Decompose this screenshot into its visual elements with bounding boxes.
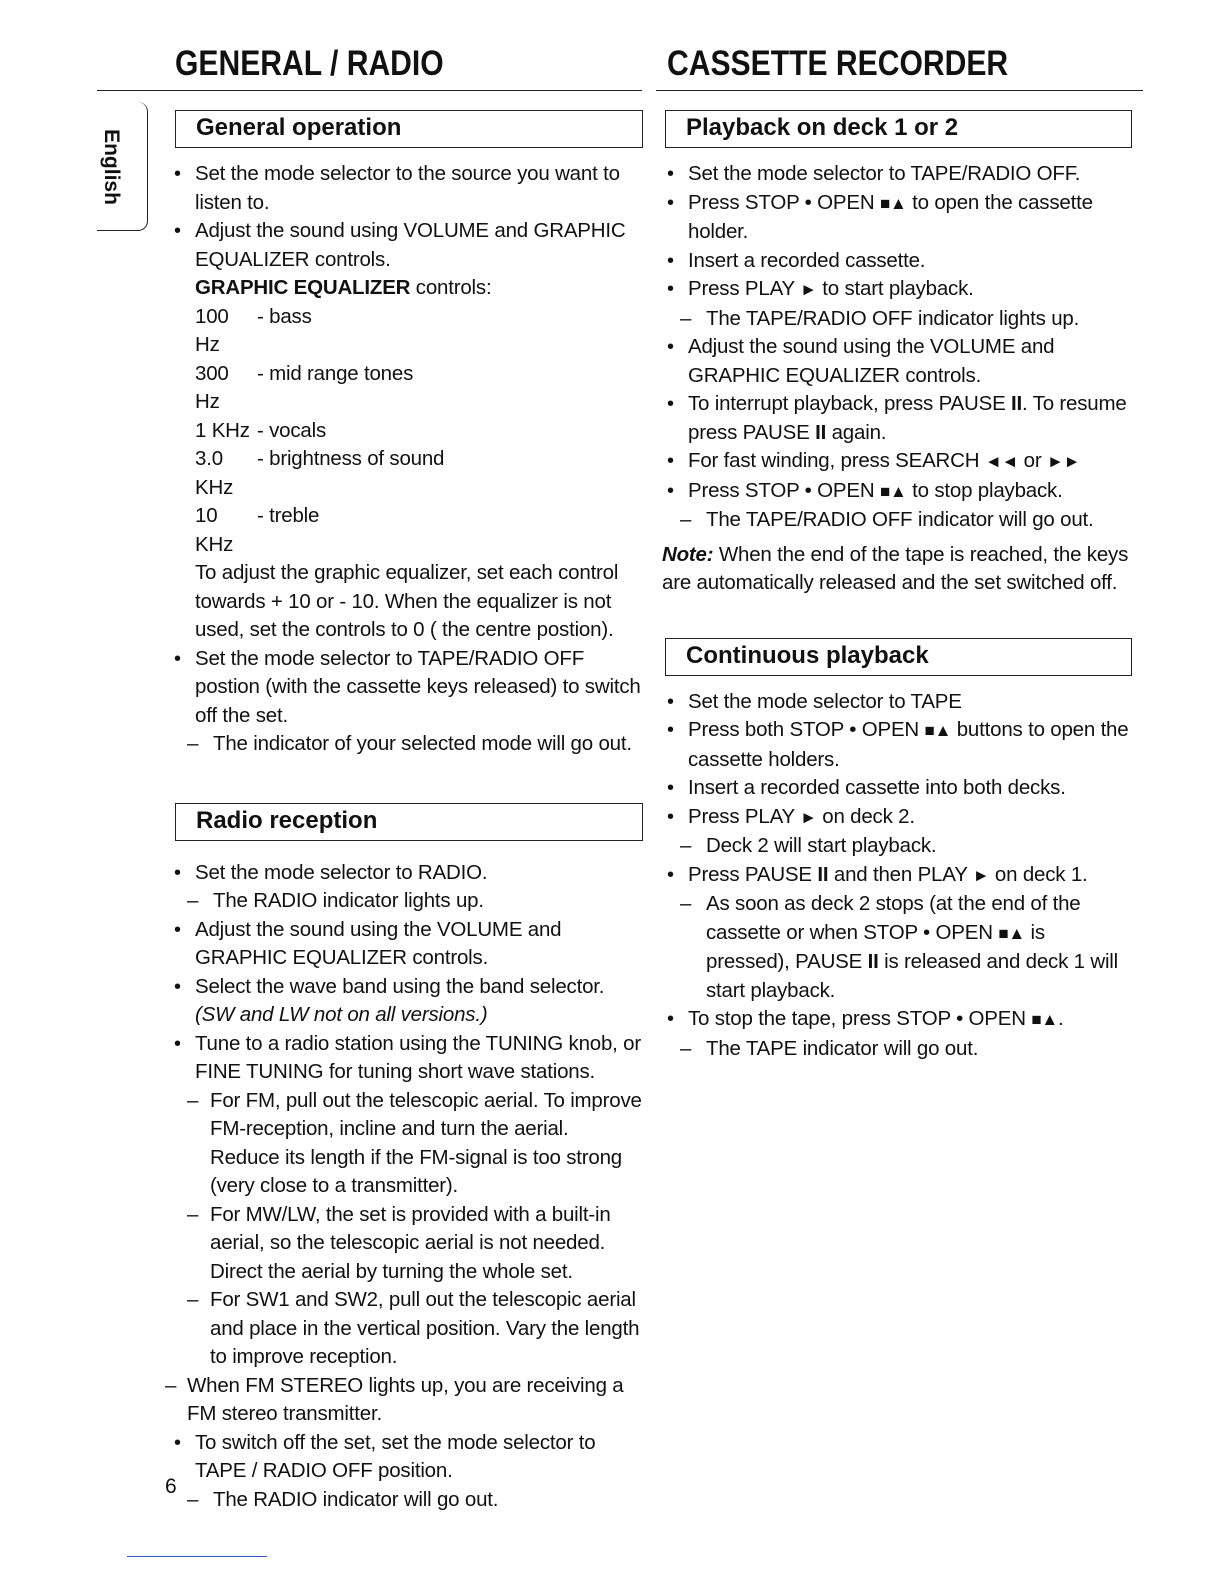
pause-icon: II xyxy=(817,862,829,886)
section-title-general-radio: GENERAL / RADIO xyxy=(175,44,444,83)
list-item: • Press STOP • OPEN ■▲ to open the cassette holder. xyxy=(658,189,1132,247)
list-subitem: – For SW1 and SW2, pull out the telescopic aerial and place in the vertical position. Vary the length to improve reception. xyxy=(165,1286,643,1372)
stop-open-icon: ■▲ xyxy=(879,481,907,501)
list-item: • Set the mode selector to TAPE xyxy=(658,688,1132,717)
playback-list xyxy=(658,160,1132,535)
page-number: 6 xyxy=(165,1475,177,1498)
list-item: • To switch off the set, set the mode selector to TAPE / RADIO OFF position. xyxy=(165,1429,643,1486)
eq-row: 3.0 KHz - brightness of sound xyxy=(195,447,445,499)
list-item: • Set the mode selector to RADIO. xyxy=(165,859,643,888)
list-item: • Select the wave band using the band selector. (SW and LW not on all versions.) xyxy=(165,973,643,1030)
list-subitem: – Deck 2 will start playback. xyxy=(658,832,1132,861)
list-item: • Adjust the sound using the VOLUME and GRAPHIC EQUALIZER controls. xyxy=(658,333,1132,390)
play-icon: ► xyxy=(800,280,817,299)
list-item: • For fast winding, press SEARCH ◄◄ or ►► xyxy=(658,447,1132,477)
left-column xyxy=(165,110,643,1514)
rewind-icon: ◄◄ xyxy=(984,452,1019,471)
right-column xyxy=(658,110,1132,1063)
stop-open-icon: ■▲ xyxy=(879,193,907,213)
list-subitem: – For MW/LW, the set is provided with a built-in aerial, so the telescopic aerial is not needed. Direct the aerial by turning the whole set. xyxy=(165,1201,643,1287)
playback-note: Note: When the end of the tape is reached, the keys are automatically released and the set switched off. xyxy=(662,542,1129,594)
list-subitem: – As soon as deck 2 stops (at the end of the cassette or when STOP • OPEN ■▲ is pressed), PAUSE II is released and deck 1 will start playback. xyxy=(658,890,1132,1005)
radio-reception-list xyxy=(165,859,643,1515)
pause-icon: II xyxy=(815,420,827,444)
list-item: • Press PLAY ► on deck 2. xyxy=(658,803,1132,833)
language-tab xyxy=(97,102,148,231)
eq-row: 10 KHz - treble xyxy=(195,504,320,556)
general-operation-list xyxy=(165,160,643,759)
continuous-playback-heading: Continuous playback xyxy=(665,638,1132,676)
list-subitem: – The TAPE indicator will go out. xyxy=(658,1035,1132,1064)
list-item: • Press STOP • OPEN ■▲ to stop playback. xyxy=(658,477,1132,507)
list-item: • To interrupt playback, press PAUSE II. To resume press PAUSE II again. xyxy=(658,390,1132,447)
list-item: • Set the mode selector to the source you want to listen to. xyxy=(165,160,643,217)
list-subitem: – The indicator of your selected mode will go out. xyxy=(165,730,643,759)
eq-controls-heading: GRAPHIC EQUALIZER controls: xyxy=(195,276,492,299)
play-icon: ► xyxy=(972,865,990,885)
eq-row: 300 Hz - mid range tones xyxy=(195,361,414,413)
list-item: • Insert a recorded cassette into both decks. xyxy=(658,774,1132,803)
eq-adjust-note: To adjust the graphic equalizer, set each control towards + 10 or - 10. When the equalizer is not used, set the controls to 0 ( the centre postion). xyxy=(195,561,619,641)
playback-heading: Playback on deck 1 or 2 xyxy=(665,110,1132,148)
stop-open-icon: ■▲ xyxy=(1031,1010,1059,1029)
list-subitem: – The TAPE/RADIO OFF indicator will go out. xyxy=(658,506,1132,535)
stop-open-icon: ■▲ xyxy=(998,923,1026,943)
list-item: • Adjust the sound using VOLUME and GRAPHIC EQUALIZER controls. GRAPHIC EQUALIZER controls: 100 Hz - bass 300 Hz - mid range tones 1 KHz - vocals 3.0 KHz - brightness of sound 10 KHz - treble To adjust the graphic equalizer, set each control towards + 10 or - 10. When the equalizer is not used, set the controls to 0 ( the centre postion). xyxy=(165,217,643,645)
version-note: (SW and LW not on all versions.) xyxy=(195,1003,488,1026)
eq-row: 100 Hz - bass xyxy=(195,304,312,356)
header-rule-right xyxy=(656,90,1143,91)
list-item: • Press both STOP • OPEN ■▲ buttons to open the cassette holders. xyxy=(658,716,1132,774)
eq-row: 1 KHz - vocals xyxy=(195,418,327,442)
general-operation-heading: General operation xyxy=(175,110,643,148)
list-subitem: – For FM, pull out the telescopic aerial. To improve FM-reception, incline and turn the aerial. Reduce its length if the FM-signal is too strong (very close to a transmitter). xyxy=(165,1087,643,1201)
list-subitem: – The RADIO indicator lights up. xyxy=(165,887,643,916)
list-item: • Press PAUSE II and then PLAY ► on deck 1. xyxy=(658,861,1132,891)
radio-reception-heading: Radio reception xyxy=(175,803,643,841)
pause-icon: II xyxy=(867,950,879,973)
language-tab-label: English xyxy=(100,129,123,205)
list-item: • Adjust the sound using the VOLUME and GRAPHIC EQUALIZER controls. xyxy=(165,916,643,973)
list-subitem: – The TAPE/RADIO OFF indicator lights up. xyxy=(658,305,1132,334)
stop-open-icon: ■▲ xyxy=(924,721,952,740)
list-item: • To stop the tape, press STOP • OPEN ■▲. xyxy=(658,1005,1132,1035)
list-item: • Press PLAY ► to start playback. xyxy=(658,275,1132,305)
header-rule-left xyxy=(97,90,642,91)
play-icon: ► xyxy=(800,807,817,827)
continuous-playback-list xyxy=(658,688,1132,1064)
pause-icon: II xyxy=(1011,392,1023,415)
list-subitem: – When FM STEREO lights up, you are receiving a FM stereo transmitter. xyxy=(165,1372,643,1429)
list-item: • Set the mode selector to TAPE/RADIO OFF postion (with the cassette keys released) to switch off the set. xyxy=(165,645,643,731)
list-item: • Tune to a radio station using the TUNING knob, or FINE TUNING for tuning short wave stations. xyxy=(165,1030,643,1087)
list-item: • Insert a recorded cassette. xyxy=(658,247,1132,276)
list-item: • Set the mode selector to TAPE/RADIO OFF. xyxy=(658,160,1132,189)
list-subitem: – The RADIO indicator will go out. xyxy=(165,1486,643,1515)
section-title-cassette-recorder: CASSETTE RECORDER xyxy=(667,44,1009,83)
fast-forward-icon: ►► xyxy=(1046,452,1081,471)
bottom-link-underline xyxy=(127,1556,267,1557)
